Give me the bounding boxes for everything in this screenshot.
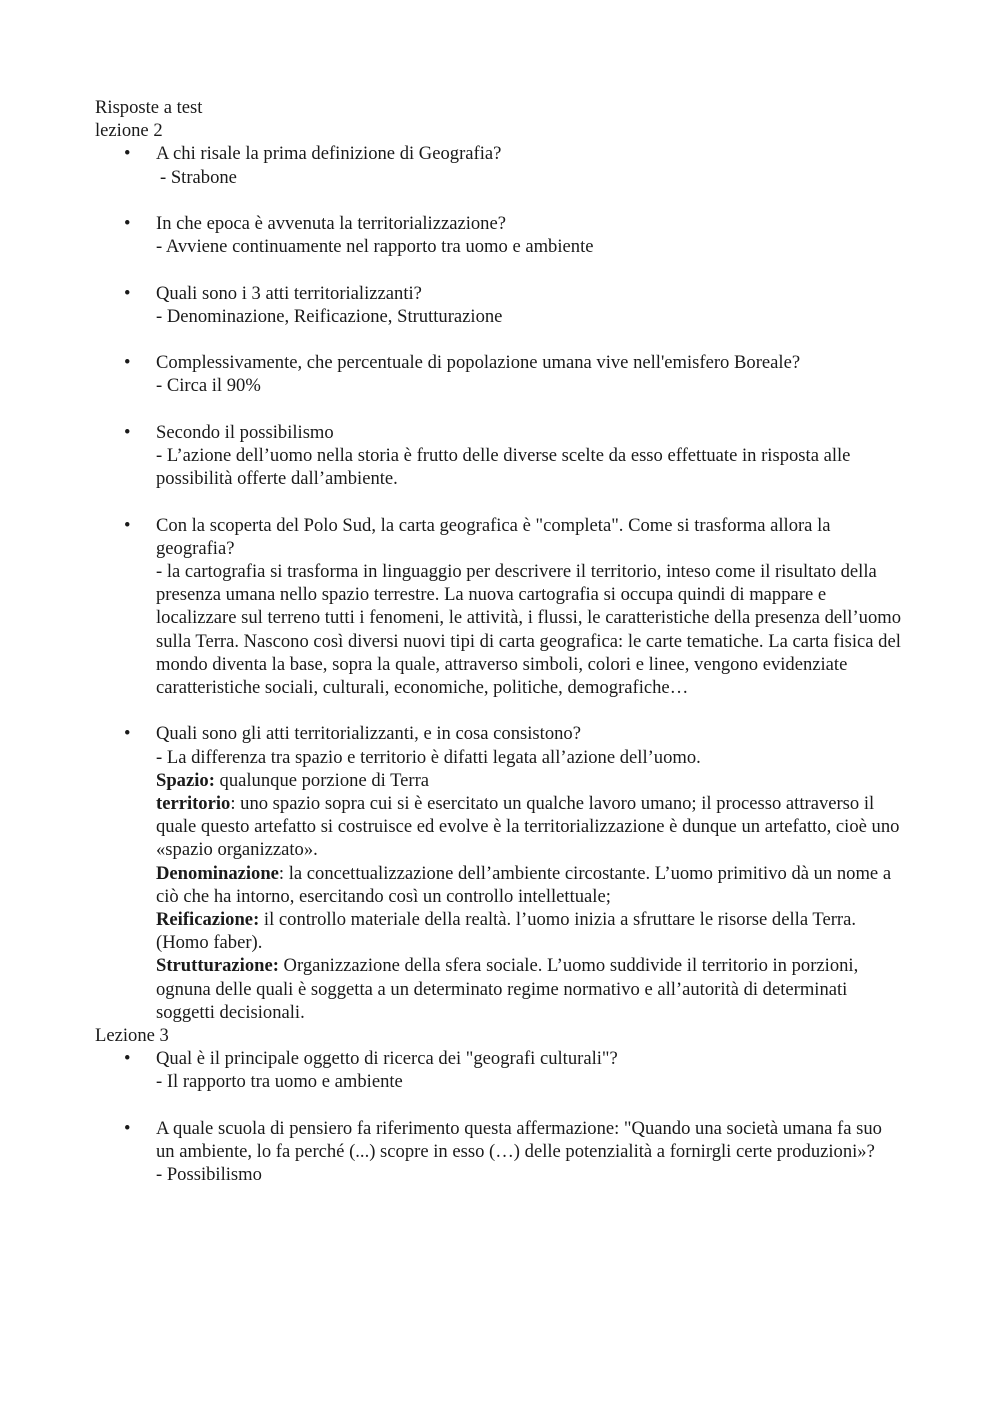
question-text: Secondo il possibilismo — [156, 421, 334, 443]
definition-text: : la concettualizzazione dell’ambiente circostante. L’uomo primitivo dà un nome a ciò che ha intorno, esercitando così un controllo intellettuale; — [156, 862, 892, 907]
definition-term: Strutturazione: — [156, 955, 279, 977]
definition-text: Organizzazione della sfera sociale. L’uomo suddivide il territorio in porzioni, ognuna delle quali è soggetta a un determinato regime normativo e all’autorità di determinati soggetti decisionali. — [156, 955, 859, 1023]
question-list — [95, 1047, 905, 1186]
list-item — [95, 722, 905, 1024]
answer-text: - Il rapporto tra uomo e ambiente — [156, 1071, 403, 1093]
answer-text: - Strabone — [160, 166, 237, 188]
answer-text: - Circa il 90% — [156, 375, 261, 397]
list-item — [95, 142, 905, 188]
question-list — [95, 142, 905, 1024]
answer-text: - Denominazione, Reificazione, Strutturazione — [156, 305, 503, 327]
question-text: Quali sono gli atti territorializzanti, e in cosa consistono? — [156, 723, 581, 745]
document-page — [95, 96, 905, 1186]
section-heading: lezione 2 — [95, 120, 163, 142]
answer-text: - Avviene continuamente nel rapporto tra uomo e ambiente — [156, 236, 594, 258]
bullet-icon: • — [124, 282, 131, 304]
bullet-icon: • — [124, 514, 131, 536]
definition-strutturazione — [156, 954, 905, 1024]
definition-term: Spazio: — [156, 769, 215, 791]
bullet-icon: • — [124, 421, 131, 443]
bullet-icon: • — [124, 1048, 131, 1070]
definition-reificazione — [156, 908, 905, 954]
question-text: Complessivamente, che percentuale di popolazione umana vive nell'emisfero Boreale? — [156, 352, 801, 374]
question-text: A quale scuola di pensiero fa riferimento questa affermazione: "Quando una società umana fa suo un ambiente, lo fa perché (...) scopre in esso (…) delle potenzialità a fornirgli certe produzioni»? — [156, 1117, 882, 1163]
bullet-icon: • — [124, 723, 131, 745]
question-text: Con la scoperta del Polo Sud, la carta geografica è "completa". Come si trasforma allora la geografia? — [156, 514, 831, 559]
answer-text: - Possibilismo — [156, 1164, 262, 1186]
question-text: A chi risale la prima definizione di Geografia? — [156, 143, 502, 165]
definition-territorio — [156, 792, 905, 862]
bullet-icon: • — [124, 1117, 131, 1139]
bullet-icon: • — [124, 352, 131, 374]
list-item — [95, 421, 905, 491]
list-item — [95, 1117, 905, 1187]
definition-text: qualunque porzione di Terra — [214, 769, 430, 791]
question-text: Qual è il principale oggetto di ricerca dei "geografi culturali"? — [156, 1048, 618, 1070]
document-title: Risposte a test — [95, 97, 203, 118]
definition-text: il controllo materiale della realtà. l’uomo inizia a sfruttare le risorse della Terra. (Homo faber). — [156, 909, 856, 954]
list-item — [95, 514, 905, 700]
section-heading: Lezione 3 — [95, 1025, 169, 1047]
definition-term: Reificazione: — [156, 909, 260, 931]
definition-text: : uno spazio sopra cui si è esercitato un qualche lavoro umano; il processo attraverso il quale questo artefatto si costruisce ed evolve è la territorializzazione è dunque un artefatto, cioè uno «spazio organizzato». — [156, 793, 900, 861]
definition-term: Denominazione — [156, 862, 279, 884]
answer-text: - L’azione dell’uomo nella storia è frutto delle diverse scelte da esso effettuate in risposta alle possibilità offerte dall’ambiente. — [156, 444, 851, 490]
list-item — [95, 1047, 905, 1093]
list-item — [95, 212, 905, 258]
answer-text: - la cartografia si trasforma in linguaggio per descrivere il territorio, inteso come il risultato della presenza umana nello spazio terrestre. La nuova cartografia si occupa quindi di mappare e localizzare sul terreno tutti i fenomeni, le attività, i flussi, le caratteristiche della presenza dell’uomo sulla Terra. Nascono così diversi nuovi tipi di carta geografica: le carte tematiche. La carta fisica del mondo diventa la base, sopra la quale, attraverso simboli, colori e linee, vengono evidenziate caratteristiche sociali, culturali, economiche, politiche, demografiche… — [156, 560, 902, 698]
bullet-icon: • — [124, 143, 131, 165]
question-text: In che epoca è avvenuta la territorializzazione? — [156, 213, 506, 234]
bullet-icon: • — [124, 213, 131, 234]
definition-term: territorio — [156, 793, 231, 814]
definition-spazio — [156, 769, 905, 792]
answer-text: - La differenza tra spazio e territorio è difatti legata all’azione dell’uomo. — [156, 746, 701, 768]
list-item — [95, 282, 905, 328]
list-item — [95, 351, 905, 397]
question-text: Quali sono i 3 atti territorializzanti? — [156, 282, 422, 304]
definition-denominazione — [156, 862, 905, 908]
